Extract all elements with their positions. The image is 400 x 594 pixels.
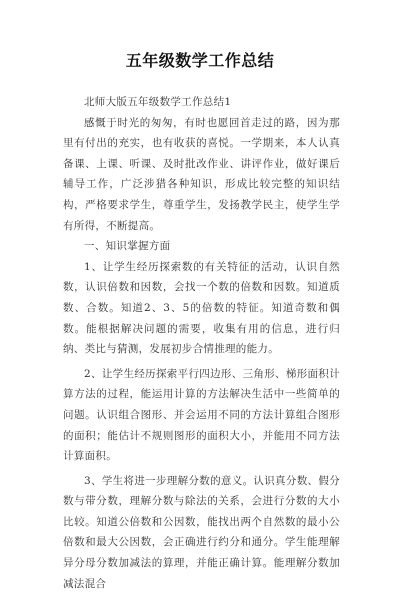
- document-body: [63, 92, 340, 594]
- paragraph-item-1: 1、让学生经历探索数的有关特征的活动，认识自然数，认识倍数和因数，会找一个数的倍数和因数。知道质数、合数。知道2、3、5的倍数的特征。知道奇数和偶数。能根据解决问题的需要，收集有用的信息，进行归纳、类比与猜测，发展初步合情推理的能力。: [63, 260, 340, 356]
- document-title: 五年级数学工作总结: [125, 51, 275, 70]
- section-heading-knowledge: 一、知识掌握方面: [84, 240, 171, 253]
- paragraph-intro: 感慨于时光的匆匆，有时也愿回首走过的路，因为那里有付出的充实，也有收获的喜悦。一学期来，本人认真备课、上课、听课、及时批改作业、讲评作业，做好课后辅导工作，广泛涉猎各种知识，形成比较完整的知识结构，严格要求学生，尊重学生，发扬教学民主，使学生学有所得，不断提高。: [63, 116, 340, 232]
- paragraph-item-3: 3、学生将进一步理解分数的意义。认识真分数、假分数与带分数，理解分数与除法的关系，会进行分数的大小比较。知道公倍数和公因数，能找出两个自然数的最小公倍数和最大公因数，会正确进行约分和通分。学生能理解异分母分数加减法的算理，并能正确计算。能理解分数加减法混合: [63, 474, 340, 590]
- paragraph-item-2: 2、让学生经历探索平行四边形、三角形、梯形面积计算方法的过程，能运用计算的方法解决生活中一些简单的问题。认识组合图形、并会运用不同的方法计算组合图形的面积；能估计不规则图形的面积大小，并能用不同方法计算面积。: [63, 367, 340, 463]
- source-line: 北师大版五年级数学工作总结1: [84, 96, 232, 108]
